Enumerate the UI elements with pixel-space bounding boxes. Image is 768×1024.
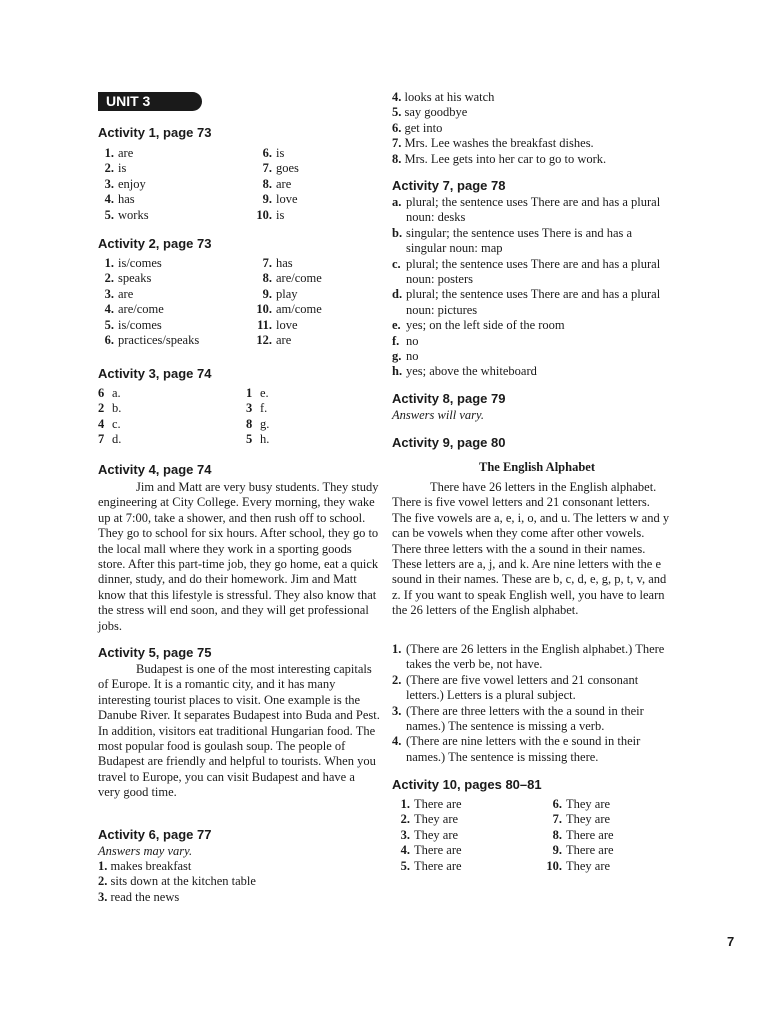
activity-6-list-part1 [98,859,256,905]
activity-5-paragraph: Budapest is one of the most interesting capitals of Europe. It is a romantic city, and it has many interesting tourist places to visit. One example is the Danube River. It separates Budapest into Buda and Pest. In addition, visitors eat traditional Hungarian food. The most popular food is goulash soup. The people of Budapest are friendly and helpful to tourists. When you travel to Europe, you can visit Budapest and have a very good time. [98,662,380,800]
list-item: 7. They are [552,812,611,827]
list-item: f. no [392,333,419,348]
list-item: 8. There are [552,827,614,842]
list-item: 8. Mrs. Lee gets into her car to go to work. [392,151,607,166]
list-item: 2. is [104,161,127,176]
list-item: 11. love [257,317,298,332]
list-item: 4. has [104,192,135,207]
list-item: 7. has [262,256,293,270]
activity-1-heading: Activity 1, page 73 [98,125,212,140]
list-item: 2 b. [98,401,122,416]
list-item: c. plural; the sentence uses There are and has a plural noun: posters [392,256,661,287]
activity-10-answers [396,797,672,874]
activity-7-heading: Activity 7, page 78 [392,178,506,193]
list-item: 3. are [104,286,134,301]
list-item: 3. read the news [98,889,180,904]
list-item: 10. is [256,207,285,222]
list-item: 5 h. [246,432,270,447]
activity-4-paragraph: Jim and Matt are very busy students. They study engineering at City College. Every morning, they wake up at 7:00, take a shower, and then rush off to school. They go to school for six hours. After school, they go to the local mall where they work in a sporting goods store. After this part-time job, they go home, eat a quick dinner, study, and do their homework. Jim and Matt know that this lifestyle is stressful. They also know that the stress will end soon, and they will get professional jobs. [98,480,379,633]
list-item: 1 e. [246,386,269,400]
list-item: 1. There are [400,797,462,811]
activity-9-paragraph: There have 26 letters in the English alphabet. There is five vowel letters and 21 consonant letters. The five vowels are a, e, i, o, and u. The letters w and y can be vowels when they come after other vowels. There three letters with the a sound in their names. These letters are a, j, and k. Are nine letters with the e sound in their names. These are b, c, d, e, g, p, t, v, and z. If you want to speak English well, you have to learn the 26 letters of the English alphabet. [392,480,670,618]
list-item: e. yes; on the left side of the room [392,318,565,333]
list-item: 2. speaks [104,271,152,286]
list-item: g. no [392,349,419,364]
list-item: 1. is/comes [104,256,162,270]
list-item: 5. is/comes [104,317,162,332]
list-item: 9. There are [552,843,614,858]
list-item: b. singular; the sentence uses There is and has a singular noun: map [392,225,633,256]
activity-6-heading: Activity 6, page 77 [98,827,212,842]
activity-2-answers [100,256,382,348]
list-item: 9. love [262,192,298,207]
list-item: 6. practices/speaks [104,333,200,348]
page-number: 7 [727,934,735,949]
list-item: 6. is [262,146,285,160]
activity-9-subtitle: The English Alphabet [478,460,595,474]
activity-5-heading: Activity 5, page 75 [98,645,212,660]
list-item: h. yes; above the whiteboard [392,364,537,379]
activity-8-note: Answers will vary. [392,408,485,422]
list-item: 4. are/come [104,302,164,317]
list-item: 3. They are [400,827,459,842]
list-item: 7 d. [98,432,122,447]
activity-1-answers [100,146,382,223]
list-item: 9. play [262,286,298,301]
list-item: 8. are/come [262,271,322,286]
list-item: 4. (There are nine letters with the e sound in their names.) The sentence is missing there. [392,734,641,764]
list-item: d. plural; the sentence uses There are and has a plural noun: pictures [392,287,661,317]
list-item: 3. enjoy [104,176,146,191]
list-item: 5. works [104,207,149,222]
list-item: 4 c. [98,416,121,431]
list-item: 8. are [262,176,292,191]
activity-9-list [392,642,672,765]
unit-badge: UNIT 3 [98,92,202,111]
list-item: 10. am/come [256,302,322,317]
list-item: 2. sits down at the kitchen table [98,874,256,889]
list-item: 4. There are [400,843,462,858]
list-item: a. plural; the sentence uses There are and has a plural noun: desks [392,195,661,225]
list-item: 7. goes [262,161,299,176]
list-item: 6. get into [392,120,443,135]
list-item: 3. (There are three letters with the a sound in their names.) The sentence is missing a verb. [392,703,644,734]
list-item: 4. looks at his watch [392,90,495,104]
activity-3-answers [98,386,376,448]
activity-10-heading: Activity 10, pages 80–81 [392,777,542,792]
list-item: 5. say goodbye [392,105,468,120]
list-item: 3 f. [246,401,268,416]
list-item: 8 g. [246,416,270,431]
list-item: 1. are [104,146,134,160]
activity-9-heading: Activity 9, page 80 [392,435,506,450]
list-item: 1. (There are 26 letters in the English alphabet.) There takes the verb be, not have. [392,642,665,672]
list-item: 10. They are [546,858,611,873]
list-item: 6. They are [552,797,611,811]
activity-6-list-part2 [392,90,606,167]
activity-3-heading: Activity 3, page 74 [98,366,212,381]
activity-4-heading: Activity 4, page 74 [98,462,212,477]
list-item: 2. They are [400,812,459,827]
list-item: 2. (There are five vowel letters and 21 consonant letters.) Letters is a plural subject. [392,672,639,703]
list-item: 7. Mrs. Lee washes the breakfast dishes. [392,136,594,151]
activity-2-heading: Activity 2, page 73 [98,236,212,251]
activity-8-heading: Activity 8, page 79 [392,391,506,406]
activity-7-list [392,195,664,380]
list-item: 5. There are [400,858,462,873]
list-item: 1. makes breakfast [98,859,192,873]
activity-6-note: Answers may vary. [98,844,193,858]
list-item: 12. are [256,333,292,348]
list-item: 6 a. [98,386,121,400]
